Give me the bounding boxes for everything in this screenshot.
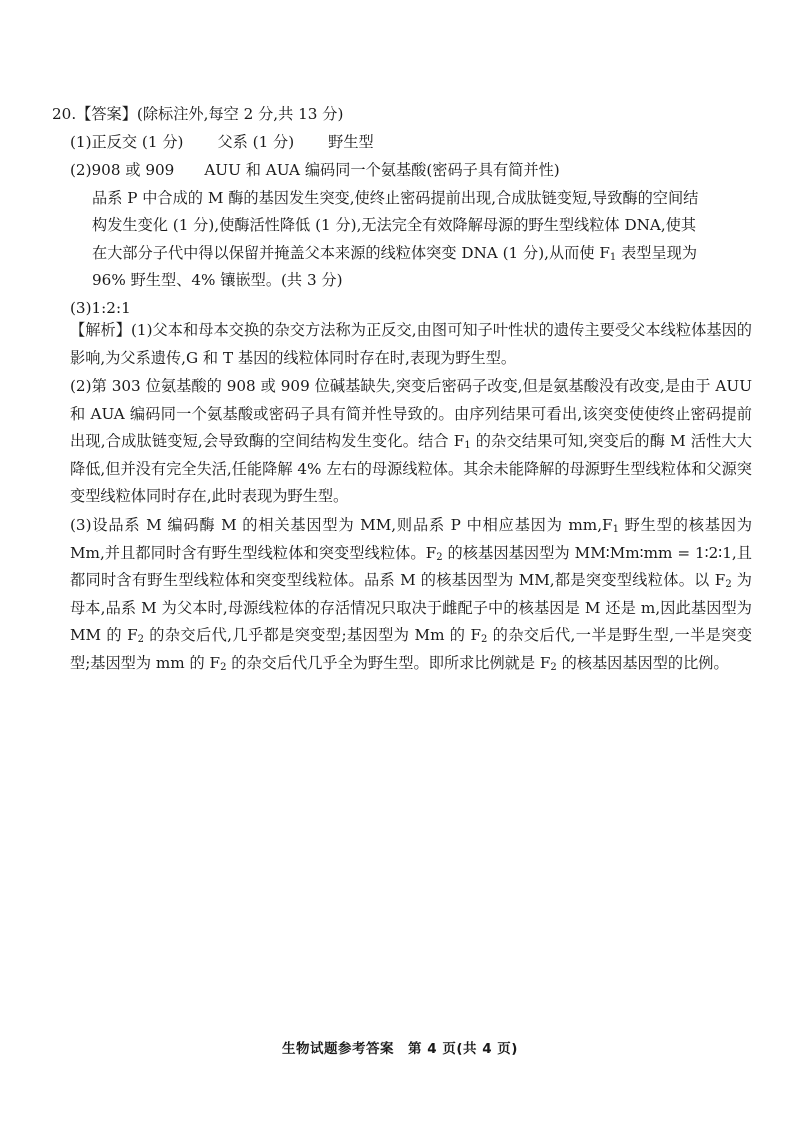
q2-explain-line: 96% 野生型、4% 镶嵌型。(共 3 分) xyxy=(92,271,343,289)
q2-explain-line: 在大部分子代中得以保留并掩盖父本来源的线粒体突变 DNA (1 分),从而使 $F_1$ 表型呈现为 xyxy=(92,244,698,263)
answer-q2 xyxy=(70,160,560,180)
answer-q1 xyxy=(70,132,374,152)
q1-label: (1) xyxy=(70,133,92,151)
analysis-paragraph-2: (2)第 303 位氨基酸的 908 或 909 位碱基缺失,突变后密码子改变,但是氨基酸没有改变,是由于 AUU 和 AUA 编码同一个氨基酸或密码子具有简并性导致的。由序列结果可看出,该突变使使终止密码提前出现,合成肽链变短,会导致酶的空间结构发生变化。结合 $F_1$ 的杂交结果可知,突变后的酶 M 活性大大降低,但并没有完全失活,任能降解 4% 左右的母源线粒体。其余未能降解的母源野生型线粒体和父源突变型线粒体同时存在,此时表现为野生型。 xyxy=(70,377,752,506)
q2-label: (2)908 或 909 xyxy=(70,161,175,179)
answer-q3: (3)1:2:1 xyxy=(70,299,131,317)
analysis-paragraph-3: (3)设品系 M 编码酶 M 的相关基因型为 MM,则品系 P 中相应基因为 $mm,F_1$ 野生型的核基因为 Mm,并且都同时含有野生型线粒体和突变型线粒体。$F_2$ 的核基因基因型为 MM∶Mm∶mm = 1∶2∶1,且都同时含有野生型线粒体和突变型线粒体。品系 M 的核基因型为 MM,都是突变型线粒体。以 $F_2$ 为母本,品系 M 为父本时,母源线粒体的存活情况只取决于雌配子中的核基因是 M 还是 m,因此基因型为 MM 的 $F_2$ 的杂交后代,几乎都是突变型;基因型为 Mm 的 $F_2$ 的杂交后代,一半是野生型,一半是突变型;基因型为 mm 的 $F_2$ 的杂交后代几乎全为野生型。即所求比例就是 $F_2$ 的核基因基因型的比例。 xyxy=(70,516,753,673)
q2-explain-line: 构发生变化 (1 分),使酶活性降低 (1 分),无法完全有效降解母源的野生型线粒体 DNA,使其 xyxy=(92,216,697,234)
answer-heading: 20.【答案】(除标注外,每空 2 分,共 13 分) xyxy=(52,105,344,123)
q1-answer-b: 父系 (1 分) xyxy=(217,133,295,151)
q2-explain-line: 品系 P 中合成的 M 酶的基因发生突变,使终止密码提前出现,合成肽链变短,导致酶的空间结 xyxy=(92,189,699,207)
analysis-paragraph-1: 【解析】(1)父本和母本交换的杂交方法称为正反交,由图可知子叶性状的遗传主要受父本线粒体基因的影响,为父系遗传,G 和 T 基因的线粒体同时存在时,表现为野生型。 xyxy=(70,321,752,367)
page-footer: 生物试题参考答案 第 4 页(共 4 页) xyxy=(282,1041,518,1057)
q1-answer-c: 野生型 xyxy=(328,133,374,151)
q1-answer-a: 正反交 (1 分) xyxy=(91,133,184,151)
q2-note: AUU 和 AUA 编码同一个氨基酸(密码子具有简并性) xyxy=(204,161,560,179)
